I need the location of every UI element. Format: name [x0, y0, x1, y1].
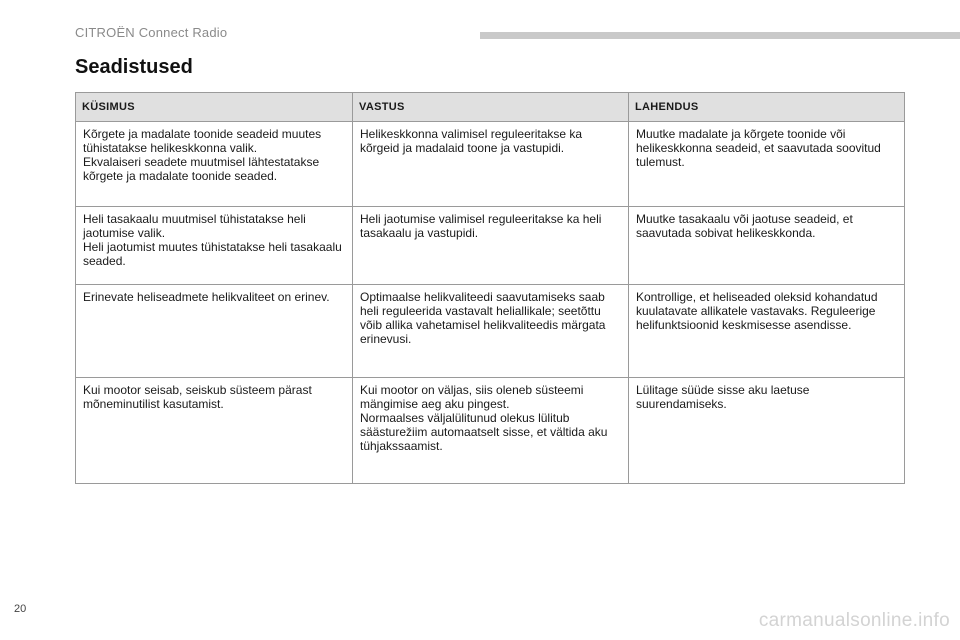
- solution-text: Kontrollige, et heliseaded oleksid kohandatud kuulatavate allikatele vastavaks. Reguleerige helifunktsioonid keskmisesse asendisse.: [636, 290, 878, 332]
- question-text: Ekvalaiseri seadete muutmisel lähtestatakse kõrgete ja madalate toonide seaded.: [83, 155, 320, 183]
- answer-cell: [353, 207, 629, 285]
- watermark: carmanualsonline.info: [758, 610, 950, 631]
- solution-cell: [629, 285, 905, 378]
- answer-text: Kui mootor on väljas, siis oleneb süsteemi mängimise aeg aku pingest.: [360, 383, 584, 411]
- question-text: Erinevate heliseadmete helikvaliteet on erinev.: [83, 290, 330, 304]
- answer-text: Normaalses väljalülitunud olekus lülitub säästurežiim automaatselt sisse, et vältida aku tühjakssaamist.: [360, 411, 608, 453]
- answer-cell: [353, 378, 629, 484]
- table-row: [76, 122, 905, 207]
- solution-cell: [629, 207, 905, 285]
- table-row: [76, 285, 905, 378]
- page-title: Seadistused: [75, 56, 193, 78]
- solution-text: Muutke madalate ja kõrgete toonide või helikeskkonna seadeid, et saavutada soovitud tulemust.: [636, 127, 881, 169]
- table-header-row: [76, 93, 905, 122]
- table-row: [76, 207, 905, 285]
- solution-cell: [629, 122, 905, 207]
- column-header-answer: VASTUS: [353, 93, 629, 122]
- answer-cell: [353, 285, 629, 378]
- page-number: 20: [14, 603, 27, 615]
- answer-cell: [353, 122, 629, 207]
- column-header-question: KÜSIMUS: [76, 93, 353, 122]
- question-cell: [76, 285, 353, 378]
- question-cell: [76, 207, 353, 285]
- solution-text: Lülitage süüde sisse aku laetuse suurendamiseks.: [636, 383, 810, 411]
- question-text: Heli jaotumist muutes tühistatakse heli tasakaalu seaded.: [83, 240, 342, 268]
- answer-text: Helikeskkonna valimisel reguleeritakse ka kõrgeid ja madalaid toone ja vastupidi.: [360, 127, 583, 155]
- answer-text: Optimaalse helikvaliteedi saavutamiseks saab heli reguleerida vastavalt heliallikale; seetõttu võib allika vahetamisel helikvaliteedis märgata erinevusi.: [360, 290, 606, 346]
- manual-header-title: CITROËN Connect Radio: [75, 25, 228, 40]
- table-row: [76, 378, 905, 484]
- question-text: Kõrgete ja madalate toonide seadeid muutes tühistatakse helikeskkonna valik.: [83, 127, 322, 155]
- question-text: Kui mootor seisab, seiskub süsteem pärast mõneminutilist kasutamist.: [83, 383, 312, 411]
- question-cell: [76, 378, 353, 484]
- question-text: Heli tasakaalu muutmisel tühistatakse heli jaotumise valik.: [83, 212, 306, 240]
- troubleshooting-table: [75, 92, 905, 484]
- solution-cell: [629, 378, 905, 484]
- solution-text: Muutke tasakaalu või jaotuse seadeid, et saavutada sobivat helikeskkonda.: [636, 212, 853, 240]
- header-accent-bar: [480, 32, 960, 39]
- answer-text: Heli jaotumise valimisel reguleeritakse ka heli tasakaalu ja vastupidi.: [360, 212, 602, 240]
- question-cell: [76, 122, 353, 207]
- column-header-solution: LAHENDUS: [629, 93, 905, 122]
